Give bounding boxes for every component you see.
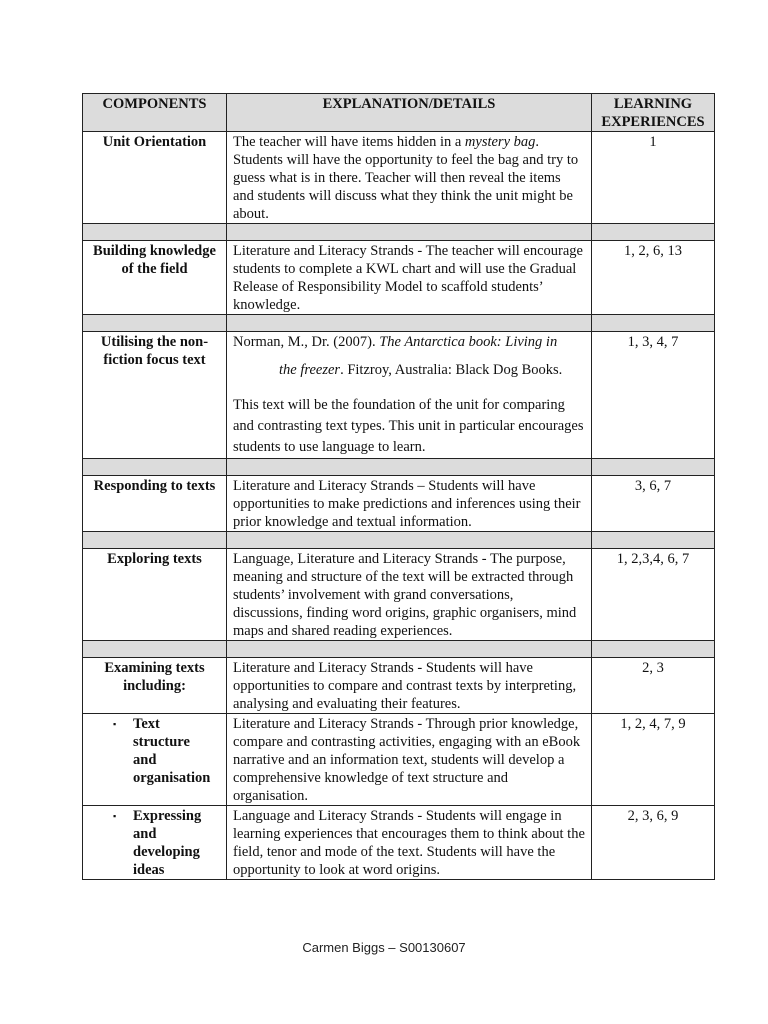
learning-cell: 2, 3, 6, 9 xyxy=(592,806,715,880)
table-row xyxy=(83,806,715,880)
explanation-cell xyxy=(227,132,592,224)
component-cell: Building knowledge of the field xyxy=(83,241,227,315)
component-cell: Exploring texts xyxy=(83,549,227,641)
citation-author: Norman, M., Dr. (2007). xyxy=(233,334,380,350)
component-label: Text structure and organisation xyxy=(133,716,211,786)
citation-continuation xyxy=(233,361,585,379)
component-label: Expressing and developing ideas xyxy=(133,808,202,878)
spacer-row xyxy=(83,224,715,241)
spacer-row xyxy=(83,459,715,476)
citation-title: the freezer xyxy=(279,362,341,378)
table-row xyxy=(83,332,715,459)
learning-cell: 1, 2,3,4, 6, 7 xyxy=(592,549,715,641)
component-cell: Unit Orientation xyxy=(83,132,227,224)
table-row xyxy=(83,549,715,641)
page-footer-author: Carmen Biggs – S00130607 xyxy=(302,940,466,955)
learning-cell: 1, 2, 6, 13 xyxy=(592,241,715,315)
learning-cell: 1, 3, 4, 7 xyxy=(592,332,715,459)
citation-publisher: . Fitzroy, Australia: Black Dog Books. xyxy=(340,362,563,378)
unit-plan-table xyxy=(82,93,715,880)
component-cell: Utilising the non-fiction focus text xyxy=(83,332,227,459)
table-row xyxy=(83,476,715,532)
explanation-text: The teacher will have items hidden in a xyxy=(233,134,465,150)
citation-title: The Antarctica book: Living in xyxy=(379,334,558,350)
learning-cell: 1, 2, 4, 7, 9 xyxy=(592,714,715,806)
spacer-row xyxy=(83,641,715,658)
spacer-row xyxy=(83,315,715,332)
explanation-text: This text will be the foundation of the unit for comparing and contrasting text types. This unit in particular encourages students to use language to learn. xyxy=(233,397,584,455)
table-row xyxy=(83,714,715,806)
header-explanation: EXPLANATION/DETAILS xyxy=(227,94,592,132)
bullet-icon: ▪ xyxy=(113,719,117,729)
component-cell xyxy=(83,806,227,880)
table-row xyxy=(83,658,715,714)
header-learning-experiences: LEARNING EXPERIENCES xyxy=(592,94,715,132)
learning-cell: 1 xyxy=(592,132,715,224)
component-cell xyxy=(83,714,227,806)
explanation-cell: Language and Literacy Strands - Students will engage in learning experiences that encourages them to think about the field, tenor and mode of the text. Students will have the opportunity to look at word origins. xyxy=(227,806,592,880)
spacer-row xyxy=(83,532,715,549)
explanation-emphasis: mystery bag xyxy=(464,134,536,150)
table-header-row xyxy=(83,94,715,132)
component-cell: Responding to texts xyxy=(83,476,227,532)
learning-cell: 3, 6, 7 xyxy=(592,476,715,532)
table-row xyxy=(83,132,715,224)
explanation-cell: Literature and Literacy Strands - Through prior knowledge, compare and contrasting activities, engaging with an eBook narrative and an information text, students will develop a comprehensive knowledge of text structure and organisation. xyxy=(227,714,592,806)
header-components: COMPONENTS xyxy=(83,94,227,132)
learning-cell: 2, 3 xyxy=(592,658,715,714)
explanation-cell xyxy=(227,332,592,459)
component-cell: Examining texts including: xyxy=(83,658,227,714)
bullet-icon: ▪ xyxy=(113,811,117,821)
explanation-cell: Literature and Literacy Strands - The teacher will encourage students to complete a KWL chart and will use the Gradual Release of Responsibility Model to scaffold students’ knowledge. xyxy=(227,241,592,315)
explanation-cell: Literature and Literacy Strands - Students will have opportunities to compare and contrast texts by interpreting, analysing and evaluating their features. xyxy=(227,658,592,714)
explanation-cell: Literature and Literacy Strands – Students will have opportunities to make predictions and inferences using their prior knowledge and textual information. xyxy=(227,476,592,532)
table-row xyxy=(83,241,715,315)
explanation-cell: Language, Literature and Literacy Strands - The purpose, meaning and structure of the text will be extracted through students’ involvement with grand conversations, discussions, finding word origins, graphic organisers, mind maps and shared reading experiences. xyxy=(227,549,592,641)
explanation-text: . Students will have the opportunity to feel the bag and try to guess what is in there. Teacher will then reveal the items and students will discuss what they think the unit might be about. xyxy=(233,134,579,222)
